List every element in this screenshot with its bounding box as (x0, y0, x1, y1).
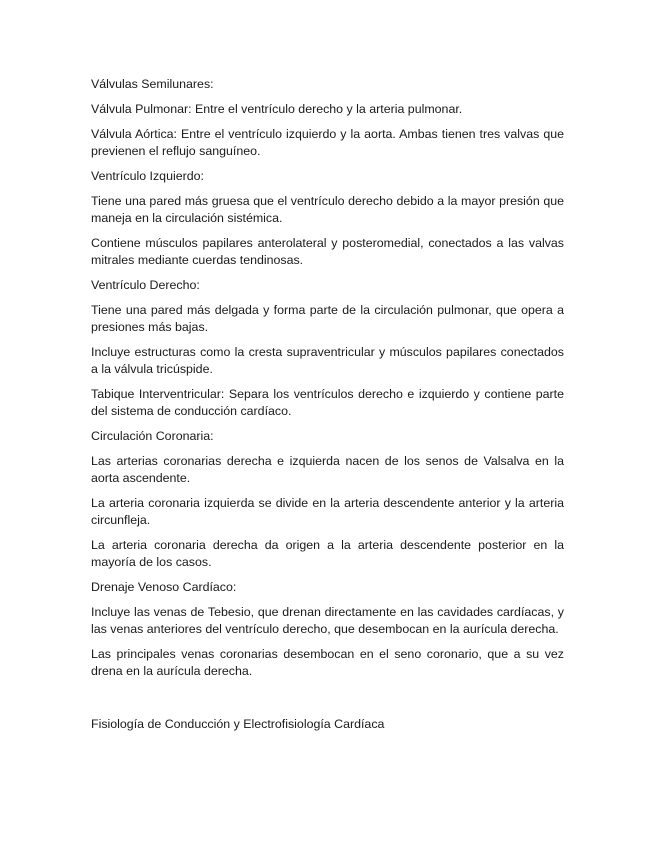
paragraph-arterias-coronarias: Las arterias coronarias derecha e izquierda nacen de los senos de Valsalva en la aorta ascendente. (91, 454, 564, 485)
paragraph-valvula-pulmonar: Válvula Pulmonar: Entre el ventrículo derecho y la arteria pulmonar. (91, 102, 463, 116)
paragraph-musculos-papilares: Contiene músculos papilares anterolateral y posteromedial, conectados a las valvas mitrales mediante cuerdas tendinosas. (91, 236, 564, 267)
paragraph-coronaria-derecha: La arteria coronaria derecha da origen a la arteria descendente posterior en la mayoría de los casos. (91, 538, 564, 569)
paragraph-pared-delgada: Tiene una pared más delgada y forma parte de la circulación pulmonar, que opera a presiones más bajas. (91, 303, 564, 334)
heading-ventriculo-derecho: Ventrículo Derecho: (91, 278, 200, 292)
heading-drenaje-venoso: Drenaje Venoso Cardíaco: (91, 580, 237, 594)
paragraph-tabique-interventricular: Tabique Interventricular: Separa los ventrículos derecho e izquierdo y contiene parte del sistema de conducción cardíaco. (91, 387, 564, 418)
heading-circulacion-coronaria: Circulación Coronaria: (91, 429, 214, 443)
document-page (91, 76, 564, 741)
heading-ventriculo-izquierdo: Ventrículo Izquierdo: (91, 169, 204, 183)
section-title-fisiologia: Fisiología de Conducción y Electrofisiología Cardíaca (91, 717, 385, 731)
paragraph-venas-coronarias: Las principales venas coronarias desembocan en el seno coronario, que a su vez drena en la aurícula derecha. (91, 647, 564, 678)
paragraph-cresta-supraventricular: Incluye estructuras como la cresta supraventricular y músculos papilares conectados a la válvula tricúspide. (91, 345, 564, 376)
paragraph-coronaria-izquierda: La arteria coronaria izquierda se divide en la arteria descendente anterior y la arteria circunfleja. (91, 496, 564, 527)
paragraph-venas-tebesio: Incluye las venas de Tebesio, que drenan directamente en las cavidades cardíacas, y las venas anteriores del ventrículo derecho, que desembocan en la aurícula derecha. (91, 605, 564, 636)
heading-valvulas-semilunares: Válvulas Semilunares: (91, 77, 214, 91)
paragraph-valvula-aortica: Válvula Aórtica: Entre el ventrículo izquierdo y la aorta. Ambas tienen tres valvas que previenen el reflujo sanguíneo. (91, 127, 564, 158)
paragraph-pared-gruesa: Tiene una pared más gruesa que el ventrículo derecho debido a la mayor presión que maneja en la circulación sistémica. (91, 194, 564, 225)
